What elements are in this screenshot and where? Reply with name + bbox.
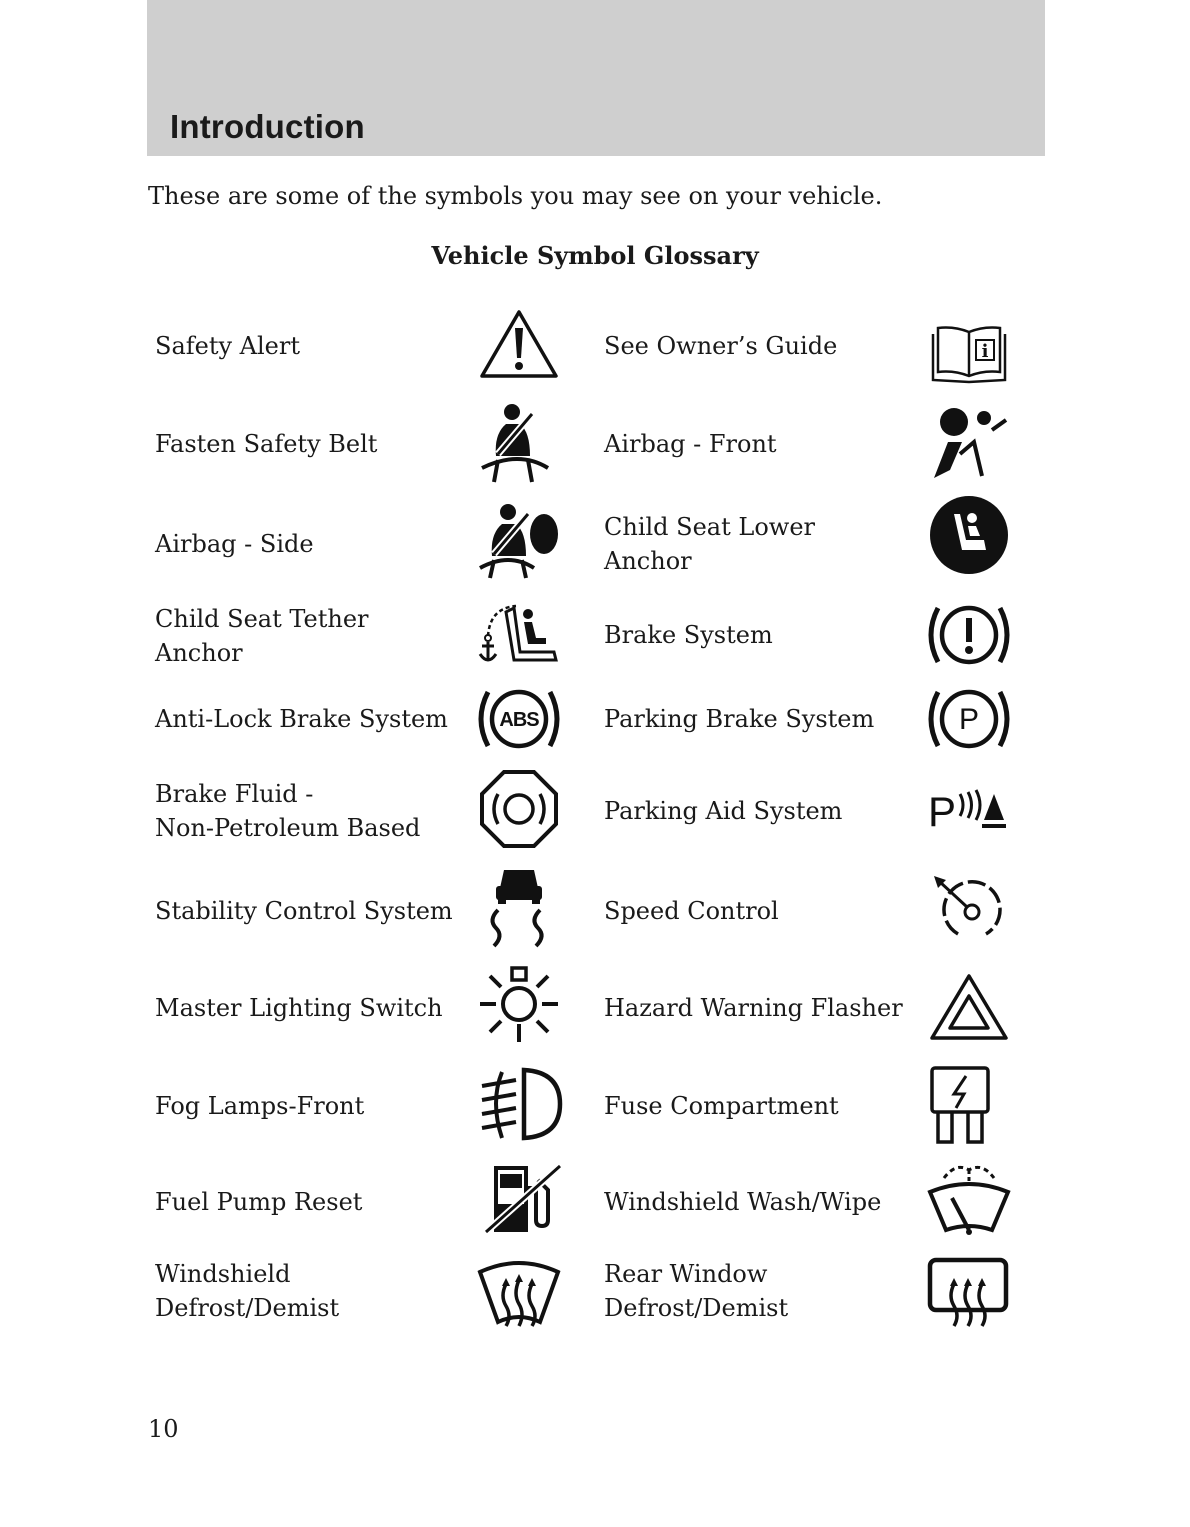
page-number: 10 [148,1415,179,1443]
stability-control-icon [476,864,562,950]
glossary-label: Airbag - Side [155,530,314,558]
svg-text:ABS: ABS [499,709,539,731]
hazard-flasher-icon [926,968,1012,1054]
glossary-label: Brake Fluid - Non-Petroleum Based [155,780,421,842]
glossary-label: Parking Brake System [604,705,875,733]
windshield-defrost-icon [476,1250,562,1336]
glossary-label: Fuel Pump Reset [155,1188,363,1216]
header-bar [147,0,1045,156]
windshield-wash-wipe-icon [926,1158,1012,1244]
glossary-label: Speed Control [604,897,779,925]
seat-belt-icon [476,400,562,486]
abs-icon [476,676,562,762]
child-seat-lower-anchor-icon [926,492,1012,578]
airbag-side-icon [476,500,562,586]
glossary-label: Fasten Safety Belt [155,430,378,458]
rear-window-defrost-icon [926,1250,1012,1336]
glossary-label: Child Seat Lower Anchor [604,513,815,575]
speed-control-icon [926,868,1012,954]
glossary-label: Fuse Compartment [604,1092,839,1120]
brake-system-icon [926,592,1012,678]
glossary-label: See Owner’s Guide [604,332,838,360]
master-lighting-icon [476,962,562,1048]
svg-text:i: i [981,341,989,362]
parking-aid-icon [926,768,1012,854]
glossary-label: Brake System [604,621,773,649]
intro-text: These are some of the symbols you may see on your vehicle. [148,182,883,210]
glossary-label: Windshield Defrost/Demist [155,1260,340,1322]
glossary-label: Anti-Lock Brake System [155,705,448,733]
svg-text:P: P [958,703,980,736]
glossary-label: Hazard Warning Flasher [604,994,903,1022]
glossary-label: Fog Lamps-Front [155,1092,365,1120]
glossary-label: Rear Window Defrost/Demist [604,1260,789,1322]
glossary-label: Safety Alert [155,332,300,360]
fog-lamps-icon [476,1062,562,1148]
brake-fluid-icon [476,766,562,852]
svg-text:P: P [928,788,957,835]
glossary-label: Child Seat Tether Anchor [155,605,369,667]
glossary-label: Master Lighting Switch [155,994,443,1022]
fuel-pump-reset-icon [476,1160,562,1246]
glossary-label: Parking Aid System [604,797,843,825]
safety-alert-icon [476,302,562,388]
owners-guide-icon [926,310,1012,396]
glossary-title: Vehicle Symbol Glossary [431,241,759,270]
glossary-label: Windshield Wash/Wipe [604,1188,882,1216]
fuse-compartment-icon [926,1062,1012,1148]
glossary-label: Stability Control System [155,897,453,925]
child-seat-tether-anchor-icon [476,592,562,678]
section-title: Introduction [170,108,365,145]
parking-brake-icon [926,676,1012,762]
airbag-front-icon [926,400,1012,486]
glossary-label: Airbag - Front [604,430,777,458]
